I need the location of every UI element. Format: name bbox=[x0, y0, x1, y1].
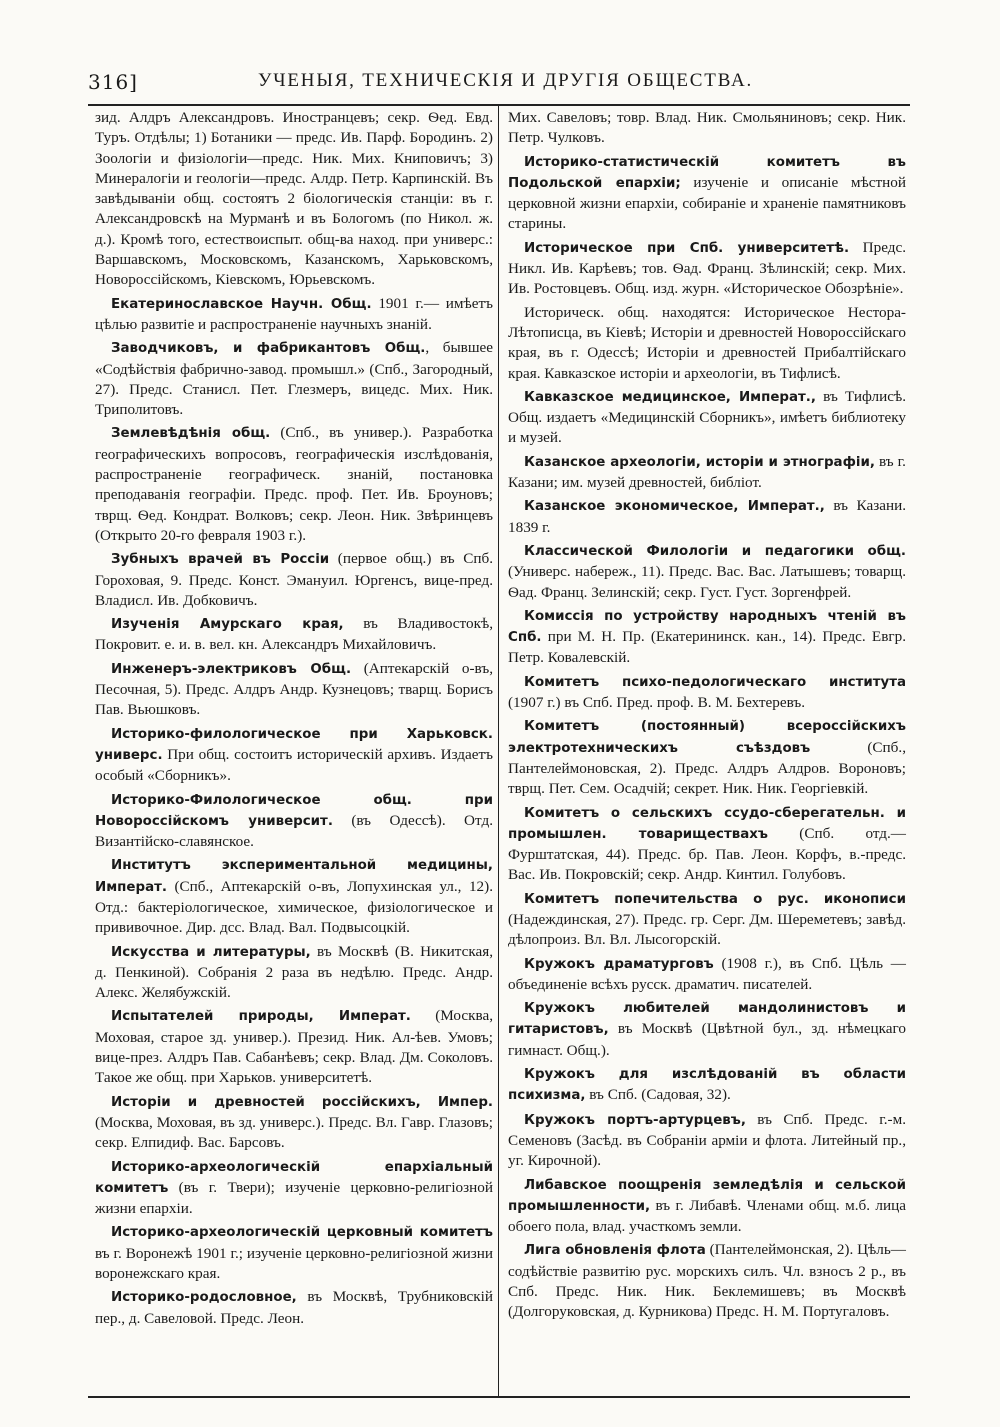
entry-heading: Либавское поощренія земледѣлія и сельской промышленности, bbox=[508, 1177, 906, 1214]
directory-entry bbox=[508, 998, 906, 1061]
entry-heading: Классической Филологіи и педагогики общ. bbox=[524, 543, 906, 559]
directory-entry bbox=[95, 724, 493, 787]
directory-entry bbox=[95, 1006, 493, 1088]
column-divider bbox=[498, 106, 499, 1398]
entry-body: Историческ. общ. находятся: Историческое Нестора-Лѣтописца, въ Кіевѣ; Исторіи и древностей Новороссійскаго края, въ г. Одессѣ; Исторіи и древностей Прибалтійскаго края. Кавказское исторіи и археологіи, въ Тифлисѣ. bbox=[508, 303, 906, 382]
entry-heading: Кружокъ драматурговъ bbox=[524, 956, 714, 972]
entry-heading: Историко-филологическое при Харьковск. универс. bbox=[95, 726, 493, 763]
entry-heading: Зубныхъ врачей въ Россіи bbox=[111, 552, 330, 568]
entry-heading: Институтъ экспериментальной медицины, Императ. bbox=[95, 858, 493, 895]
entry-heading: Кружокъ для изслѣдованій въ области психизма, bbox=[508, 1067, 906, 1104]
page-number: 316] bbox=[88, 70, 138, 94]
directory-entry bbox=[508, 152, 906, 235]
directory-entry bbox=[508, 803, 906, 886]
directory-entry bbox=[508, 606, 906, 669]
directory-entry bbox=[95, 423, 493, 546]
entry-body: въ Москвѣ (В. Никитская, д. Пенкиной). Собранія 2 раза въ недѣлю. Предс. Андр. Алекс. Желябужскій. bbox=[95, 942, 493, 1002]
entry-body: въ Тифлисѣ. Общ. издаетъ «Медицинскій Сборникъ», имѣетъ библиотеку и музей. bbox=[508, 387, 906, 447]
entry-body: зид. Алдръ Александровъ. Иностранцевъ; секр. Ѳед. Евд. Туръ. Отдѣлы; 1) Ботаники — предс. Ив. Парф. Бородинъ. 2) Зоологіи и физіологіи—предс. Ник. Мих. Книповичъ; 3) Минералогіи и геологіи—предс. Алдр. Петр. Карпинскій. Въ завѣдываніи общ. состоятъ 2 біологическія станціи: въ г. Александровскѣ на Мурманѣ и въ Бологомъ (по Никол. ж. д.). Кромѣ того, естествоиспыт. общ-ва наход. при универс.: Варшавскомъ, Московскомъ, Казанскомъ, Харьковскомъ, Новороссійскомъ, Кіевскомъ, Юрьевскомъ. bbox=[95, 109, 493, 289]
entry-body: при М. Н. Пр. (Екатерининск. кан., 14). Предс. Евгр. Петр. Ковалевскій. bbox=[508, 628, 906, 667]
entry-heading: Кружокъ портъ-артурцевъ, bbox=[524, 1112, 746, 1128]
directory-entry bbox=[95, 549, 493, 611]
entry-heading: Историко-родословное, bbox=[111, 1290, 297, 1306]
entry-body: изученіе и описаніе мѣстной церковной жизни епархіи, собираніе и храненіе памятниковъ старины. bbox=[508, 173, 906, 233]
entry-heading: Комитетъ о сельскихъ ссудо-сберегательн. и промышлен. товариществахъ bbox=[508, 805, 906, 842]
directory-entry bbox=[508, 716, 906, 799]
entry-body: (Москва, Моховая, старое зд. универ.). Презид. Ник. Ал-ѣев. Умовъ; вице-през. Алдръ Пав. Сабанѣевъ; секр. Влад. Дм. Соколовъ. Такое же общ. при Харьков. университетѣ. bbox=[95, 1007, 493, 1087]
directory-entry bbox=[508, 541, 906, 603]
directory-entry bbox=[95, 1287, 493, 1329]
directory-entry bbox=[508, 108, 906, 149]
directory-entry bbox=[508, 954, 906, 996]
directory-entry bbox=[508, 496, 906, 538]
directory-entry bbox=[508, 452, 906, 494]
directory-entry bbox=[508, 303, 906, 384]
right-column bbox=[508, 108, 906, 1326]
entry-heading: Историко-статистическій комитетъ въ Подольской епархіи; bbox=[508, 154, 906, 191]
entry-body: (въ Одессѣ). Отд. Византійско-славянское. bbox=[95, 811, 493, 851]
entry-body: въ г. Либавѣ. Членами общ. м.б. лица обоего пола, влад. участкомъ земли. bbox=[508, 1196, 906, 1236]
entry-body: (Спб., въ универ.). Разработка географическихъ вопросовъ, географическія изслѣдованія, распространеніе географическ. знаній, постановка преподаванія географіи. Предс. проф. Пет. Ив. Броуновъ; тврщ. Ѳед. Кондрат. Волковъ; секр. Леон. Ник. Звѣринцевъ (Открыто 20-го февраля 1903 г.). bbox=[95, 424, 493, 544]
entry-heading: Екатеринославское Научн. Общ. bbox=[111, 296, 372, 312]
entry-heading: Изученія Амурскаго края, bbox=[111, 617, 344, 633]
entry-heading: Заводчиковъ, и фабрикантовъ Общ. bbox=[111, 341, 426, 357]
entry-heading: Землевѣдѣнія общ. bbox=[111, 426, 271, 442]
entry-body: (Москва, Моховая, въ зд. универс.). Предс. Вл. Гавр. Глазовъ; секр. Елпидиф. Вас. Барсовъ. bbox=[95, 1113, 493, 1152]
entry-body: (Надеждинская, 27). Предс. гр. Серг. Дм. Шереметевъ; завѣд. дѣлопроиз. Вл. Вл. Лысогорскій. bbox=[508, 910, 906, 949]
entry-heading: Казанское археологіи, исторіи и этнографіи, bbox=[524, 454, 875, 470]
entry-body: въ г. Воронежѣ 1901 г.; изученіе церковно-религіозной жизни воронежскаго края. bbox=[95, 1244, 493, 1283]
entry-body: (Спб., Аптекарскій о-въ, Лопухинская ул., 12). Отд.: бактеріологическое, химическое, физіологическое и прививочное. Дир. дсс. Влад. Вал. Подвысоцкій. bbox=[95, 877, 493, 937]
entry-heading: Историко-Филологическое общ. при Новороссійскомъ университ. bbox=[95, 792, 493, 829]
entry-body: въ г. Казани; им. музей древностей, библіот. bbox=[508, 452, 906, 492]
page-header bbox=[88, 70, 910, 98]
directory-entry bbox=[508, 1064, 906, 1107]
entry-body: (Универс. набереж., 11). Предс. Вас. Вас. Латышевъ; товарщ. Ѳад. Франц. Зелинскій; секр. Густ. Густ. Зоргенфрей. bbox=[508, 563, 906, 601]
directory-entry bbox=[508, 889, 906, 951]
directory-entry bbox=[508, 238, 906, 300]
directory-entry bbox=[508, 672, 906, 714]
directory-entry bbox=[508, 1110, 906, 1172]
entry-body: въ Москвѣ, Трубниковскій пер., д. Савеловой. Предс. Леон. bbox=[95, 1288, 493, 1327]
directory-entry bbox=[95, 659, 493, 721]
directory-entry bbox=[95, 790, 493, 853]
entry-heading: Историческое при Спб. университетѣ. bbox=[524, 240, 850, 256]
directory-entry bbox=[95, 942, 493, 1004]
entry-body: въ Москвѣ (Цвѣтной бул., зд. нѣмецкаго гимнаст. Общ.). bbox=[508, 1020, 906, 1059]
entry-body: , бывшее «Содѣйствія фабрично-завод. промышл.» (Спб., Загородный, 27). Предс. Станисл. Пет. Глезмеръ, вицедс. Мих. Ник. Триполитовъ. bbox=[95, 339, 494, 419]
entry-body: (первое общ.) въ Спб. Гороховая, 9. Предс. Конст. Эмануил. Юргенсъ, вице-пред. Владисл. Ив. Добковичъ. bbox=[95, 550, 494, 609]
entry-body: (1907 г.) въ Спб. Пред. проф. В. М. Бехтеревъ. bbox=[508, 694, 806, 712]
entry-body: въ Владивостокѣ, Покровит. е. и. в. вел. кн. Александръ Михайловичъ. bbox=[95, 615, 493, 654]
entry-body: (Спб., Пантелеймоновская, 2). Предс. Алдръ Алдров. Вороновъ; тврщ. Пет. Сем. Осадчій; секрет. Ник. Ник. Георгіевкій. bbox=[508, 738, 906, 798]
entry-heading: Комиссія по устройству народныхъ чтеній въ Спб. bbox=[508, 608, 906, 646]
running-title: УЧЕНЫЯ, ТЕХНИЧЕСКІЯ И ДРУГІЯ ОБЩЕСТВА. bbox=[258, 70, 754, 91]
entry-body: (Пантелеймонская, 2). Цѣль—содѣйствіе развитію рус. морскихъ силъ. Чл. взносъ 2 р., въ Спб. Предс. Ник. Ник. Беклемишевъ; въ Москвѣ (Долгоруковская, д. Курникова) Предс. Н. М. Португаловъ. bbox=[508, 1241, 906, 1321]
directory-entry bbox=[508, 1175, 906, 1238]
left-column bbox=[95, 108, 493, 1332]
directory-entry bbox=[95, 1157, 493, 1220]
entry-heading: Комитетъ психо-педологическаго института bbox=[524, 674, 906, 690]
entry-body: въ Казани. 1839 г. bbox=[508, 497, 906, 536]
entry-heading: Искусства и литературы, bbox=[111, 944, 311, 960]
entry-body: 1901 г.— имѣетъ цѣлью развитіе и распространеніе научныхъ знаній. bbox=[95, 294, 494, 333]
entry-heading: Инженеръ-электриковъ Общ. bbox=[111, 661, 352, 677]
entry-heading: Испытателей природы, Императ. bbox=[111, 1009, 411, 1025]
entry-heading: Историко-археологическій церковный комитетъ bbox=[111, 1225, 493, 1241]
directory-entry bbox=[508, 1240, 906, 1322]
entry-heading: Исторіи и древностей россійскихъ, Импер. bbox=[111, 1094, 493, 1110]
directory-entry bbox=[508, 387, 906, 449]
entry-body: Мих. Савеловъ; товр. Влад. Ник. Смольяниновъ; секр. Ник. Петр. Чулковъ. bbox=[508, 109, 906, 147]
entry-body: (Спб. отд.— Фурштатская, 44). Предс. бр. Пав. Леон. Корфъ, в.-предс. Вас. Ив. Покровскій; секр. Андр. Кинтил. Голубовъ. bbox=[508, 824, 906, 884]
entry-heading: Кавказское медицинское, Императ., bbox=[524, 389, 816, 405]
entry-heading: Историко-археологическій епархіальный комитетъ bbox=[95, 1159, 493, 1196]
entry-body: (Аптекарскій о-въ, Песочная, 5). Предс. Алдръ Андр. Кузнецовъ; тварщ. Борисъ Пав. Вьюшковъ. bbox=[95, 659, 493, 719]
entry-body: При общ. состоитъ историческій архивъ. Издаетъ особый «Сборникъ». bbox=[95, 745, 493, 785]
entry-heading: Комитетъ попечительства о рус. иконописи bbox=[524, 891, 906, 907]
entry-body: въ Спб. Предс. г.-м. Семеновъ (Засѣд. въ Собраніи арміи и флота. Литейный пр., уг. Кирочной). bbox=[508, 1110, 906, 1170]
footer-rule bbox=[88, 1396, 910, 1398]
entry-body: (въ г. Твери); изученіе церковно-религіозной жизни епархіи. bbox=[95, 1178, 493, 1218]
directory-entry bbox=[95, 338, 493, 420]
entry-body: (1908 г.), въ Спб. Цѣль — объединеніе всѣхъ русск. драматич. писателей. bbox=[508, 954, 906, 993]
directory-entry bbox=[95, 614, 493, 656]
entry-heading: Казанское экономическое, Императ., bbox=[524, 499, 825, 515]
entry-body: Предс. Никл. Ив. Карѣевъ; тов. Ѳад. Франц. Зѣлинскій; секр. Мих. Ив. Ростовцевъ. Общ. изд. журн. «Историческое Обозрѣніе». bbox=[508, 238, 906, 298]
entry-heading: Комитетъ (постоянный) всероссійскихъ электротехническихъ съѣздовъ bbox=[508, 719, 906, 756]
header-rule bbox=[88, 104, 910, 106]
directory-entry bbox=[95, 1092, 493, 1154]
directory-entry bbox=[95, 108, 493, 291]
entry-heading: Кружокъ любителей мандолинистовъ и гитаристовъ, bbox=[508, 1001, 906, 1038]
directory-entry bbox=[95, 294, 493, 336]
directory-entry bbox=[95, 1222, 493, 1284]
entry-body: въ Спб. (Садовая, 32). bbox=[585, 1086, 731, 1104]
entry-heading: Лига обновленія флота bbox=[524, 1243, 706, 1259]
directory-entry bbox=[95, 855, 493, 938]
